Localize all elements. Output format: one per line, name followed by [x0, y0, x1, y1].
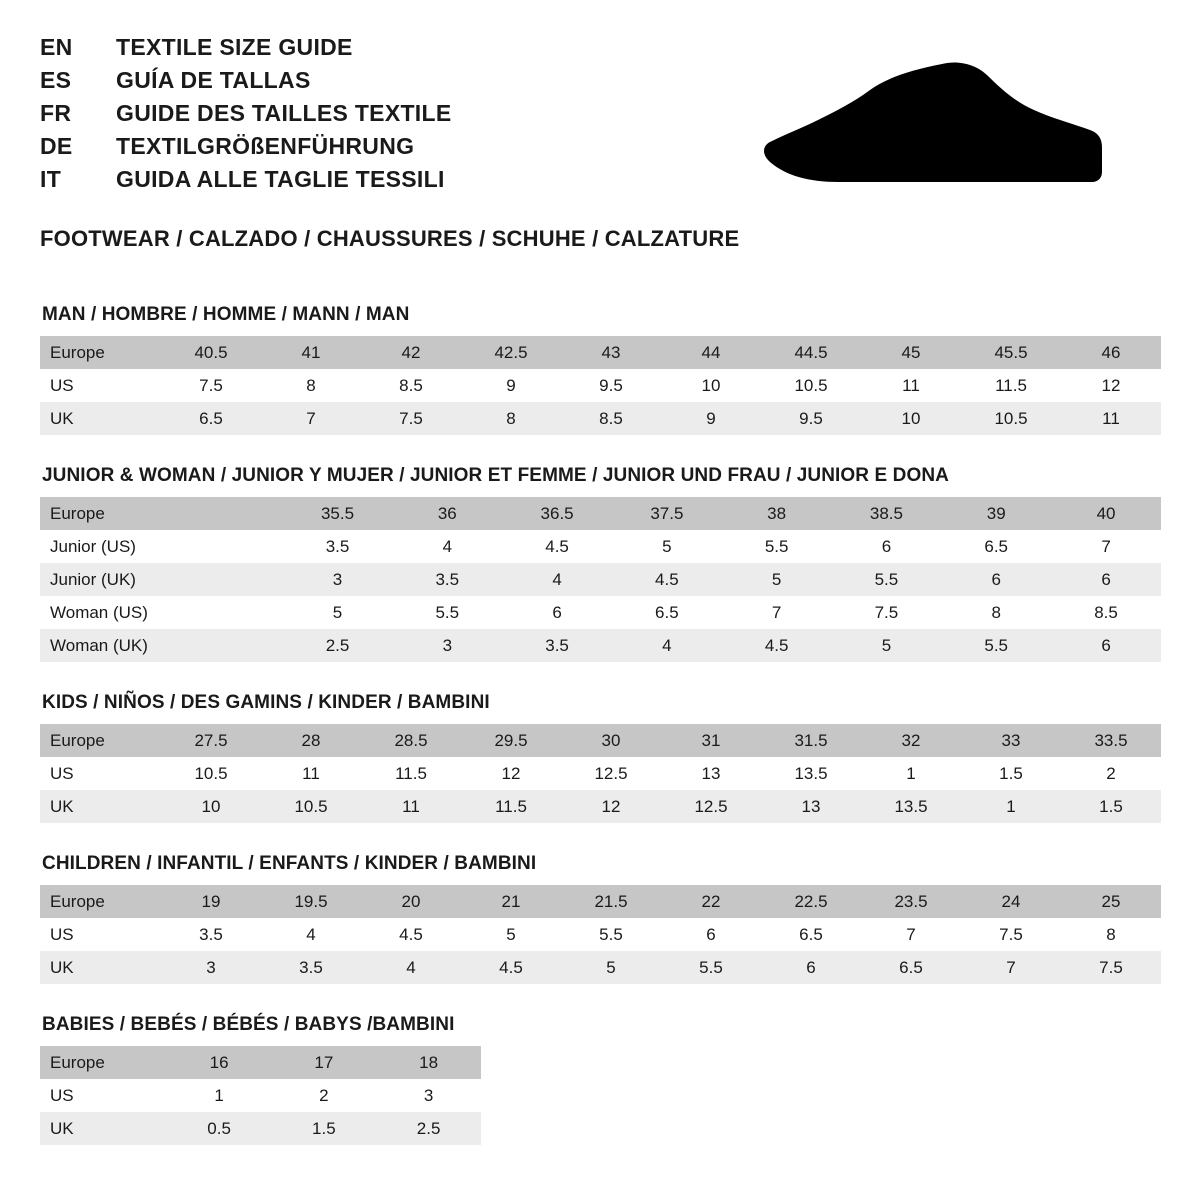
table-cell: 4 [361, 951, 461, 984]
table-cell: 17 [271, 1046, 376, 1079]
table-cell: 3 [283, 563, 393, 596]
section-title-junior-woman: JUNIOR & WOMAN / JUNIOR Y MUJER / JUNIOR ET FEMME / JUNIOR UND FRAU / JUNIOR E DONA [42, 465, 950, 486]
row-label: US [40, 1079, 167, 1112]
table-cell: 40.5 [161, 336, 261, 369]
table-cell: 11.5 [461, 790, 561, 823]
table-cell: 20 [361, 885, 461, 918]
table-cell: 28 [261, 724, 361, 757]
table-row [40, 563, 1161, 596]
table-cell: 16 [167, 1046, 272, 1079]
table-row [40, 757, 1161, 790]
table-cell: 5 [722, 563, 832, 596]
size-table-man [40, 336, 1161, 435]
table-cell: 6 [661, 918, 761, 951]
table-row [40, 596, 1161, 629]
table-cell: 10.5 [261, 790, 361, 823]
row-label: Europe [40, 336, 161, 369]
table-cell: 24 [961, 885, 1061, 918]
table-cell: 43 [561, 336, 661, 369]
table-cell: 22 [661, 885, 761, 918]
language-title: TEXTILE SIZE GUIDE [116, 34, 353, 60]
table-cell: 45 [861, 336, 961, 369]
table-cell: 5.5 [392, 596, 502, 629]
table-cell: 31 [661, 724, 761, 757]
section-junior-woman [40, 465, 1160, 662]
table-row [40, 918, 1161, 951]
table-cell: 9.5 [561, 369, 661, 402]
table-cell: 4.5 [722, 629, 832, 662]
table-cell: 21 [461, 885, 561, 918]
size-table-kids [40, 724, 1161, 823]
table-cell: 2.5 [376, 1112, 481, 1145]
table-cell: 42 [361, 336, 461, 369]
table-row [40, 1046, 481, 1079]
language-code: FR [40, 100, 72, 126]
language-row [40, 67, 452, 100]
table-row [40, 1112, 481, 1145]
table-cell: 8.5 [561, 402, 661, 435]
table-cell: 37.5 [612, 497, 722, 530]
row-label: UK [40, 790, 161, 823]
row-label: US [40, 369, 161, 402]
table-cell: 6 [941, 563, 1051, 596]
language-title-list [40, 34, 452, 199]
section-man [40, 304, 1160, 435]
category-title: FOOTWEAR / CALZADO / CHAUSSURES / SCHUHE / CALZATURE [40, 226, 740, 251]
table-cell: 12.5 [661, 790, 761, 823]
table-cell: 3.5 [283, 530, 393, 563]
language-code: ES [40, 67, 72, 93]
row-label: Europe [40, 1046, 167, 1079]
table-cell: 6.5 [161, 402, 261, 435]
table-cell: 36 [392, 497, 502, 530]
table-cell: 1 [861, 757, 961, 790]
table-row [40, 336, 1161, 369]
size-table-babies [40, 1046, 481, 1145]
language-row [40, 34, 452, 67]
table-cell: 5.5 [661, 951, 761, 984]
table-cell: 3 [161, 951, 261, 984]
table-cell: 6 [502, 596, 612, 629]
table-cell: 23.5 [861, 885, 961, 918]
table-cell [173, 530, 283, 563]
language-code: EN [40, 34, 73, 60]
table-cell: 7 [261, 402, 361, 435]
table-cell: 31.5 [761, 724, 861, 757]
language-title: GUIDE DES TAILLES TEXTILE [116, 100, 452, 126]
table-cell: 6.5 [941, 530, 1051, 563]
table-cell: 11 [261, 757, 361, 790]
table-cell: 7 [1051, 530, 1161, 563]
table-cell: 3 [392, 629, 502, 662]
section-babies [40, 1014, 1160, 1145]
table-cell: 12 [461, 757, 561, 790]
table-cell: 10.5 [761, 369, 861, 402]
table-cell: 9.5 [761, 402, 861, 435]
table-cell: 19.5 [261, 885, 361, 918]
table-cell: 8 [461, 402, 561, 435]
language-code: IT [40, 166, 62, 192]
table-cell: 3.5 [392, 563, 502, 596]
table-cell: 38 [722, 497, 832, 530]
table-cell: 1.5 [961, 757, 1061, 790]
table-cell: 6 [761, 951, 861, 984]
table-cell: 5 [612, 530, 722, 563]
table-cell: 10 [161, 790, 261, 823]
table-row [40, 1079, 481, 1112]
table-cell: 25 [1061, 885, 1161, 918]
table-cell: 8 [941, 596, 1051, 629]
dress-shoe-icon [762, 56, 1102, 191]
table-cell: 5 [561, 951, 661, 984]
row-label: US [40, 757, 161, 790]
table-cell: 7.5 [1061, 951, 1161, 984]
table-cell: 4 [261, 918, 361, 951]
table-cell: 7.5 [832, 596, 942, 629]
table-row [40, 497, 1161, 530]
table-cell: 9 [461, 369, 561, 402]
row-label: Europe [40, 885, 161, 918]
table-cell: 5 [832, 629, 942, 662]
language-row [40, 133, 452, 166]
table-cell: 8 [261, 369, 361, 402]
table-row [40, 369, 1161, 402]
table-cell: 32 [861, 724, 961, 757]
section-title-man: MAN / HOMBRE / HOMME / MANN / MAN [42, 304, 410, 325]
table-cell: 10.5 [161, 757, 261, 790]
table-cell: 7.5 [961, 918, 1061, 951]
table-cell: 7 [861, 918, 961, 951]
table-cell: 0.5 [167, 1112, 272, 1145]
table-cell: 8.5 [1051, 596, 1161, 629]
table-cell: 8.5 [361, 369, 461, 402]
table-cell [173, 497, 283, 530]
row-label: Europe [40, 724, 161, 757]
table-cell: 39 [941, 497, 1051, 530]
table-cell: 13.5 [861, 790, 961, 823]
table-cell: 2 [271, 1079, 376, 1112]
table-cell: 3 [376, 1079, 481, 1112]
size-table-children [40, 885, 1161, 984]
table-row [40, 629, 1161, 662]
table-cell: 41 [261, 336, 361, 369]
table-cell: 5.5 [722, 530, 832, 563]
table-cell: 18 [376, 1046, 481, 1079]
row-label: US [40, 918, 161, 951]
table-cell: 3.5 [261, 951, 361, 984]
table-cell: 10.5 [961, 402, 1061, 435]
table-cell: 1.5 [271, 1112, 376, 1145]
table-cell: 36.5 [502, 497, 612, 530]
table-cell: 1 [167, 1079, 272, 1112]
table-cell: 5.5 [561, 918, 661, 951]
table-cell [173, 596, 283, 629]
table-cell: 2.5 [283, 629, 393, 662]
size-table-junior-woman [40, 497, 1161, 662]
table-cell: 9 [661, 402, 761, 435]
table-cell: 6 [832, 530, 942, 563]
table-cell: 6.5 [612, 596, 722, 629]
table-cell: 11 [861, 369, 961, 402]
table-cell: 40 [1051, 497, 1161, 530]
table-cell: 11 [1061, 402, 1161, 435]
table-cell: 7.5 [161, 369, 261, 402]
table-cell: 11.5 [361, 757, 461, 790]
table-cell: 3.5 [502, 629, 612, 662]
section-title-children: CHILDREN / INFANTIL / ENFANTS / KINDER / BAMBINI [42, 853, 537, 874]
table-cell: 13.5 [761, 757, 861, 790]
row-label: Woman (US) [40, 596, 173, 629]
language-row [40, 166, 452, 199]
table-cell: 4 [392, 530, 502, 563]
table-cell: 44.5 [761, 336, 861, 369]
language-row [40, 100, 452, 133]
table-cell: 38.5 [832, 497, 942, 530]
table-cell: 33.5 [1061, 724, 1161, 757]
table-cell: 4.5 [361, 918, 461, 951]
table-cell: 21.5 [561, 885, 661, 918]
table-cell: 5.5 [941, 629, 1051, 662]
table-cell: 6 [1051, 629, 1161, 662]
table-cell: 42.5 [461, 336, 561, 369]
table-cell: 6.5 [761, 918, 861, 951]
section-title-kids: KIDS / NIÑOS / DES GAMINS / KINDER / BAMBINI [42, 692, 490, 713]
section-title-babies: BABIES / BEBÉS / BÉBÉS / BABYS /BAMBINI [42, 1014, 455, 1035]
section-kids [40, 692, 1160, 823]
table-row [40, 724, 1161, 757]
table-cell: 4 [502, 563, 612, 596]
table-cell: 7.5 [361, 402, 461, 435]
table-cell: 44 [661, 336, 761, 369]
table-cell: 35.5 [283, 497, 393, 530]
table-cell: 4 [612, 629, 722, 662]
table-cell: 46 [1061, 336, 1161, 369]
row-label: UK [40, 402, 161, 435]
language-title: GUIDA ALLE TAGLIE TESSILI [116, 166, 445, 192]
table-cell: 19 [161, 885, 261, 918]
table-cell: 4.5 [612, 563, 722, 596]
table-row [40, 790, 1161, 823]
table-cell: 30 [561, 724, 661, 757]
table-cell: 29.5 [461, 724, 561, 757]
table-cell: 22.5 [761, 885, 861, 918]
table-cell: 1.5 [1061, 790, 1161, 823]
language-title: GUÍA DE TALLAS [116, 67, 311, 93]
language-code: DE [40, 133, 73, 159]
table-cell: 5.5 [832, 563, 942, 596]
table-cell: 10 [861, 402, 961, 435]
table-cell: 8 [1061, 918, 1161, 951]
table-cell: 1 [961, 790, 1061, 823]
table-cell [173, 629, 283, 662]
table-cell: 12 [561, 790, 661, 823]
table-cell: 4.5 [502, 530, 612, 563]
row-label: Europe [40, 497, 173, 530]
table-cell: 33 [961, 724, 1061, 757]
table-cell: 5 [283, 596, 393, 629]
table-cell: 45.5 [961, 336, 1061, 369]
row-label: UK [40, 1112, 167, 1145]
table-row [40, 402, 1161, 435]
table-cell: 27.5 [161, 724, 261, 757]
table-cell: 11 [361, 790, 461, 823]
table-cell [173, 563, 283, 596]
table-cell: 13 [761, 790, 861, 823]
table-cell: 13 [661, 757, 761, 790]
row-label: Junior (US) [40, 530, 173, 563]
row-label: Junior (UK) [40, 563, 173, 596]
table-cell: 7 [722, 596, 832, 629]
table-cell: 12.5 [561, 757, 661, 790]
language-title: TEXTILGRÖßENFÜHRUNG [116, 133, 415, 159]
row-label: UK [40, 951, 161, 984]
table-cell: 12 [1061, 369, 1161, 402]
table-cell: 6.5 [861, 951, 961, 984]
row-label: Woman (UK) [40, 629, 173, 662]
table-row [40, 885, 1161, 918]
table-row [40, 951, 1161, 984]
table-cell: 11.5 [961, 369, 1061, 402]
table-row [40, 530, 1161, 563]
document-header [40, 34, 1160, 199]
section-children [40, 853, 1160, 984]
table-cell: 10 [661, 369, 761, 402]
table-cell: 3.5 [161, 918, 261, 951]
table-cell: 4.5 [461, 951, 561, 984]
table-cell: 28.5 [361, 724, 461, 757]
table-cell: 5 [461, 918, 561, 951]
table-cell: 2 [1061, 757, 1161, 790]
table-cell: 6 [1051, 563, 1161, 596]
table-cell: 7 [961, 951, 1061, 984]
